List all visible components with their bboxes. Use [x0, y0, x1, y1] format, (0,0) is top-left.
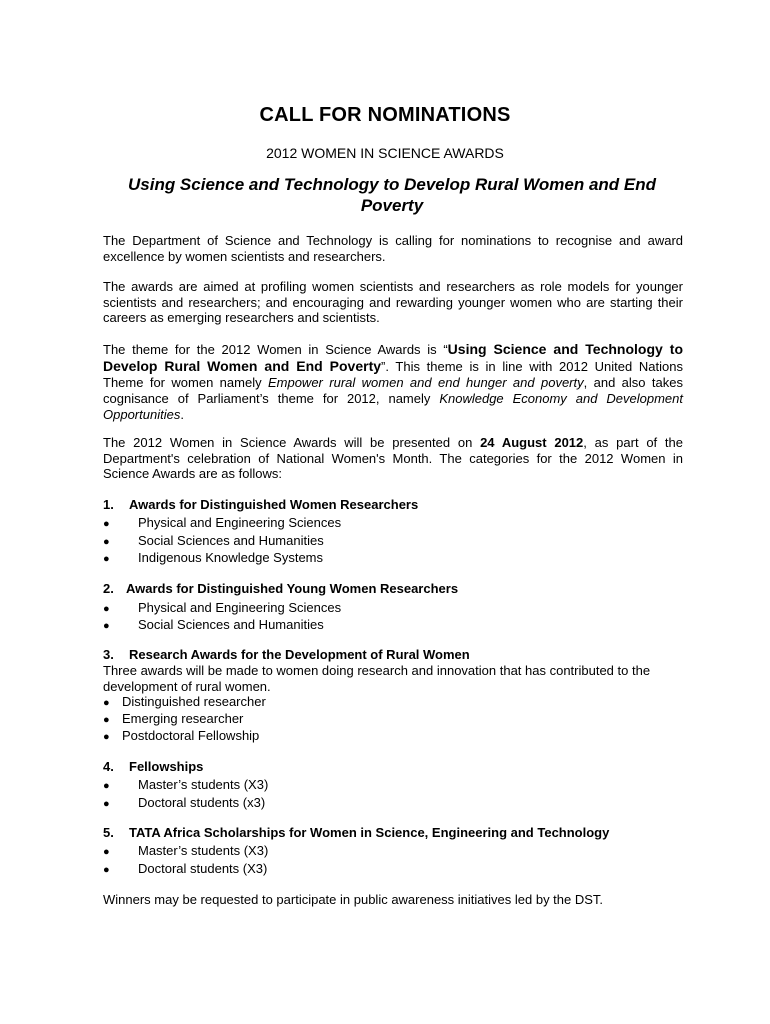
bullet-icon: ●: [103, 714, 110, 726]
page-title: CALL FOR NOMINATIONS: [259, 104, 511, 126]
list-item: [103, 728, 259, 746]
category-1-title: Awards for Distinguished Women Researchers: [129, 497, 419, 512]
category-2-title: Awards for Distinguished Young Women Researchers: [126, 581, 459, 596]
list-item-label: Physical and Engineering Sciences: [138, 600, 342, 615]
list-item-label: Doctoral students (x3): [138, 795, 266, 810]
list-item-label: Social Sciences and Humanities: [138, 533, 324, 548]
category-5-number: 5.: [103, 825, 114, 840]
award-date: 24 August 2012: [480, 435, 584, 450]
list-item: [103, 549, 323, 569]
list-item-label: Physical and Engineering Sciences: [138, 515, 342, 530]
bullet-icon: ●: [103, 780, 110, 792]
parliament-theme-italic: Knowledge Economy and Development Opportunities: [103, 391, 683, 422]
list-item: [103, 616, 324, 636]
category-2-heading: [103, 581, 693, 597]
list-item: [103, 694, 266, 712]
page-subtitle: 2012 WOMEN IN SCIENCE AWARDS: [266, 145, 504, 161]
list-item-label: Master’s students (X3): [138, 777, 269, 792]
category-1-heading: [103, 497, 693, 513]
category-4-heading: [103, 759, 693, 775]
un-theme-italic: Empower rural women and end hunger and poverty: [267, 375, 584, 390]
bullet-icon: ●: [103, 798, 110, 810]
list-item: [103, 711, 243, 729]
category-4-title: Fellowships: [129, 759, 204, 774]
list-item-label: Emerging researcher: [122, 711, 244, 726]
list-item: [103, 776, 268, 796]
category-1-number: 1.: [103, 497, 114, 512]
list-item-label: Social Sciences and Humanities: [138, 617, 324, 632]
theme-heading: Using Science and Technology to Develop Rural Women and End Poverty: [127, 175, 657, 215]
list-item-label: Indigenous Knowledge Systems: [138, 550, 324, 565]
bullet-icon: ●: [103, 536, 110, 548]
bullet-icon: ●: [103, 553, 110, 565]
category-5-heading: [103, 825, 693, 841]
category-4-number: 4.: [103, 759, 114, 774]
theme-text-e: , and also takes cognisance of Parliament’s theme for 2012, namely: [103, 375, 683, 406]
bullet-icon: ●: [103, 846, 110, 858]
category-3-heading: [103, 647, 693, 663]
bullet-icon: ●: [103, 603, 110, 615]
category-3-description: Three awards will be made to women doing research and innovation that has contributed to the development of rural women.: [103, 663, 651, 694]
presentation-paragraph: [103, 435, 683, 482]
category-5-title: TATA Africa Scholarships for Women in Science, Engineering and Technology: [129, 825, 610, 840]
list-item: [103, 794, 265, 814]
theme-text-a: The theme for the 2012 Women in Science Awards is “: [103, 342, 448, 357]
presentation-text-c: , as part of the Department's celebration of National Women's Month. The categories for the 2012 Women in Science Awards are as follows:: [103, 435, 683, 481]
list-item-label: Postdoctoral Fellowship: [122, 728, 260, 743]
intro-paragraph: The Department of Science and Technology is calling for nominations to recognise and award excellence by women scientists and researchers.: [103, 233, 683, 264]
list-item-label: Doctoral students (X3): [138, 861, 268, 876]
theme-paragraph: [103, 341, 683, 423]
closing-paragraph: Winners may be requested to participate in public awareness initiatives led by the DST.: [103, 892, 604, 907]
list-item: [103, 514, 341, 534]
bullet-icon: ●: [103, 620, 110, 632]
theme-text-bold: Using Science and Technology to Develop Rural Women and End Poverty: [103, 341, 683, 374]
bullet-icon: ●: [103, 518, 110, 530]
category-2-number: 2.: [103, 581, 114, 596]
list-item: [103, 860, 267, 880]
theme-text-c: ”. This theme is in line with 2012 United Nations Theme for women namely: [103, 359, 683, 390]
presentation-text-a: The 2012 Women in Science Awards will be presented on: [103, 435, 481, 450]
list-item-label: Master’s students (X3): [138, 843, 269, 858]
category-3-number: 3.: [103, 647, 114, 662]
list-item-label: Distinguished researcher: [122, 694, 266, 709]
bullet-icon: ●: [103, 697, 110, 709]
aims-paragraph: The awards are aimed at profiling women scientists and researchers as role models for younger scientists and researchers; and encouraging and rewarding younger women who are starting their careers as emerging researchers and scientists.: [103, 279, 683, 325]
list-item: [103, 842, 268, 862]
theme-text-g: .: [180, 407, 184, 422]
category-3-title: Research Awards for the Development of Rural Women: [129, 647, 470, 662]
bullet-icon: ●: [103, 864, 110, 876]
bullet-icon: ●: [103, 731, 110, 743]
